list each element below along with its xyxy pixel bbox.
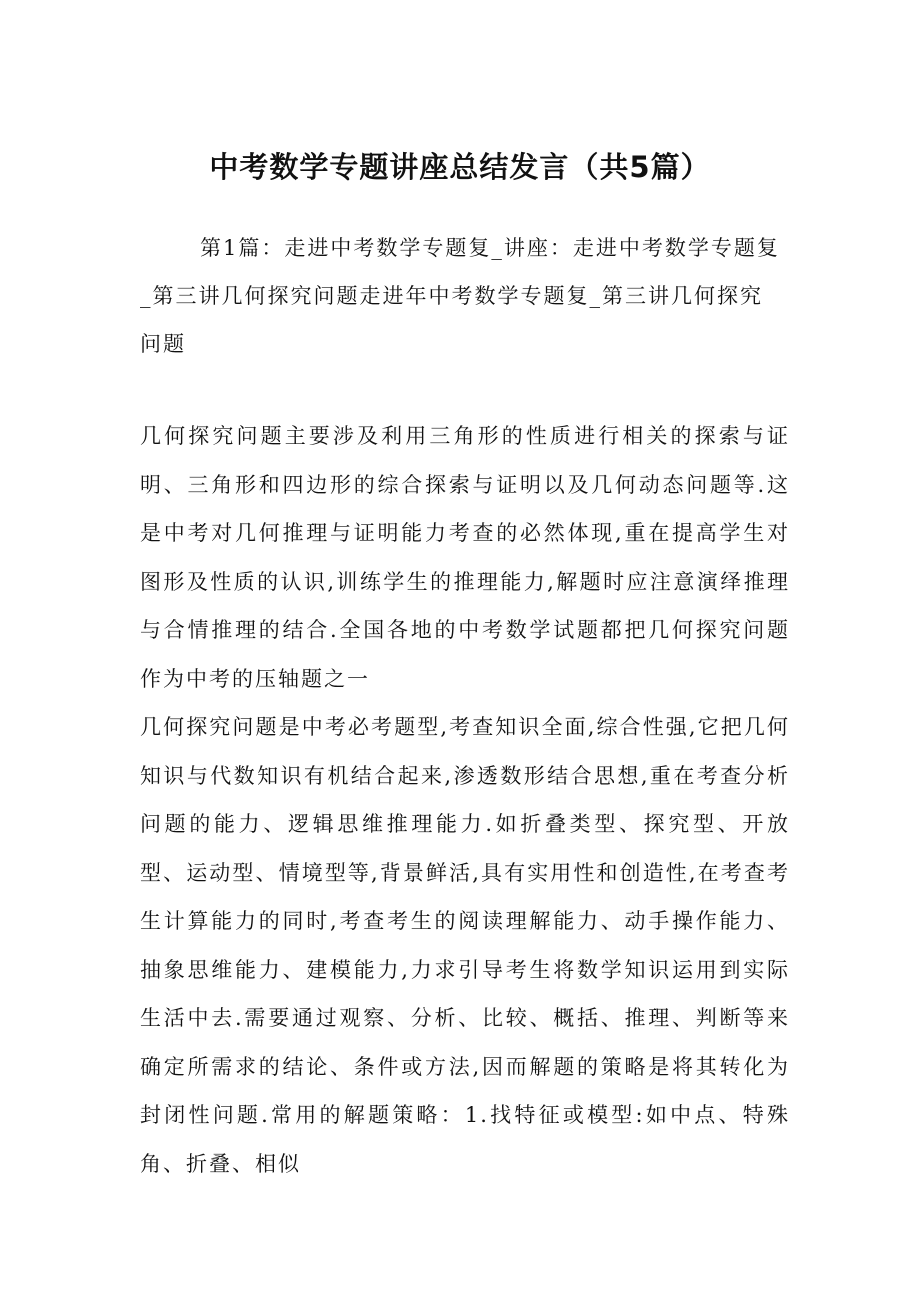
subtitle-text: 第1篇：走进中考数学专题复_讲座：走进中考数学专题复_第三讲几何探究问题走进年中考数学专题复_第三讲几何探究问题: [140, 236, 780, 356]
document-body: [140, 412, 790, 1188]
document-title: 中考数学专题讲座总结发言（共5篇）: [209, 150, 711, 184]
paragraph-2: 几何探究问题是中考必考题型,考查知识全面,综合性强,它把几何知识与代数知识有机结合起来,渗透数形结合思想,重在考查分析问题的能力、逻辑思维推理能力.如折叠类型、探究型、开放型、运动型、情境型等,背景鲜活,具有实用性和创造性,在考查考生计算能力的同时,考查考生的阅读理解能力、动手操作能力、抽象思维能力、建模能力,力求引导考生将数学知识运用到实际生活中去.需要通过观察、分析、比较、概括、推理、判断等来确定所需求的结论、条件或方法,因而解题的策略是将其转化为封闭性问题.常用的解题策略：1.找特征或模型:如中点、特殊角、折叠、相似: [140, 715, 790, 1176]
paragraph-1: 几何探究问题主要涉及利用三角形的性质进行相关的探索与证明、三角形和四边形的综合探索与证明以及几何动态问题等.这是中考对几何推理与证明能力考查的必然体现,重在提高学生对图形及性质的认识,训练学生的推理能力,解题时应注意演绎推理与合情推理的结合.全国各地的中考数学试题都把几何探究问题作为中考的压轴题之一: [140, 424, 790, 691]
article-subtitle: [140, 224, 785, 368]
